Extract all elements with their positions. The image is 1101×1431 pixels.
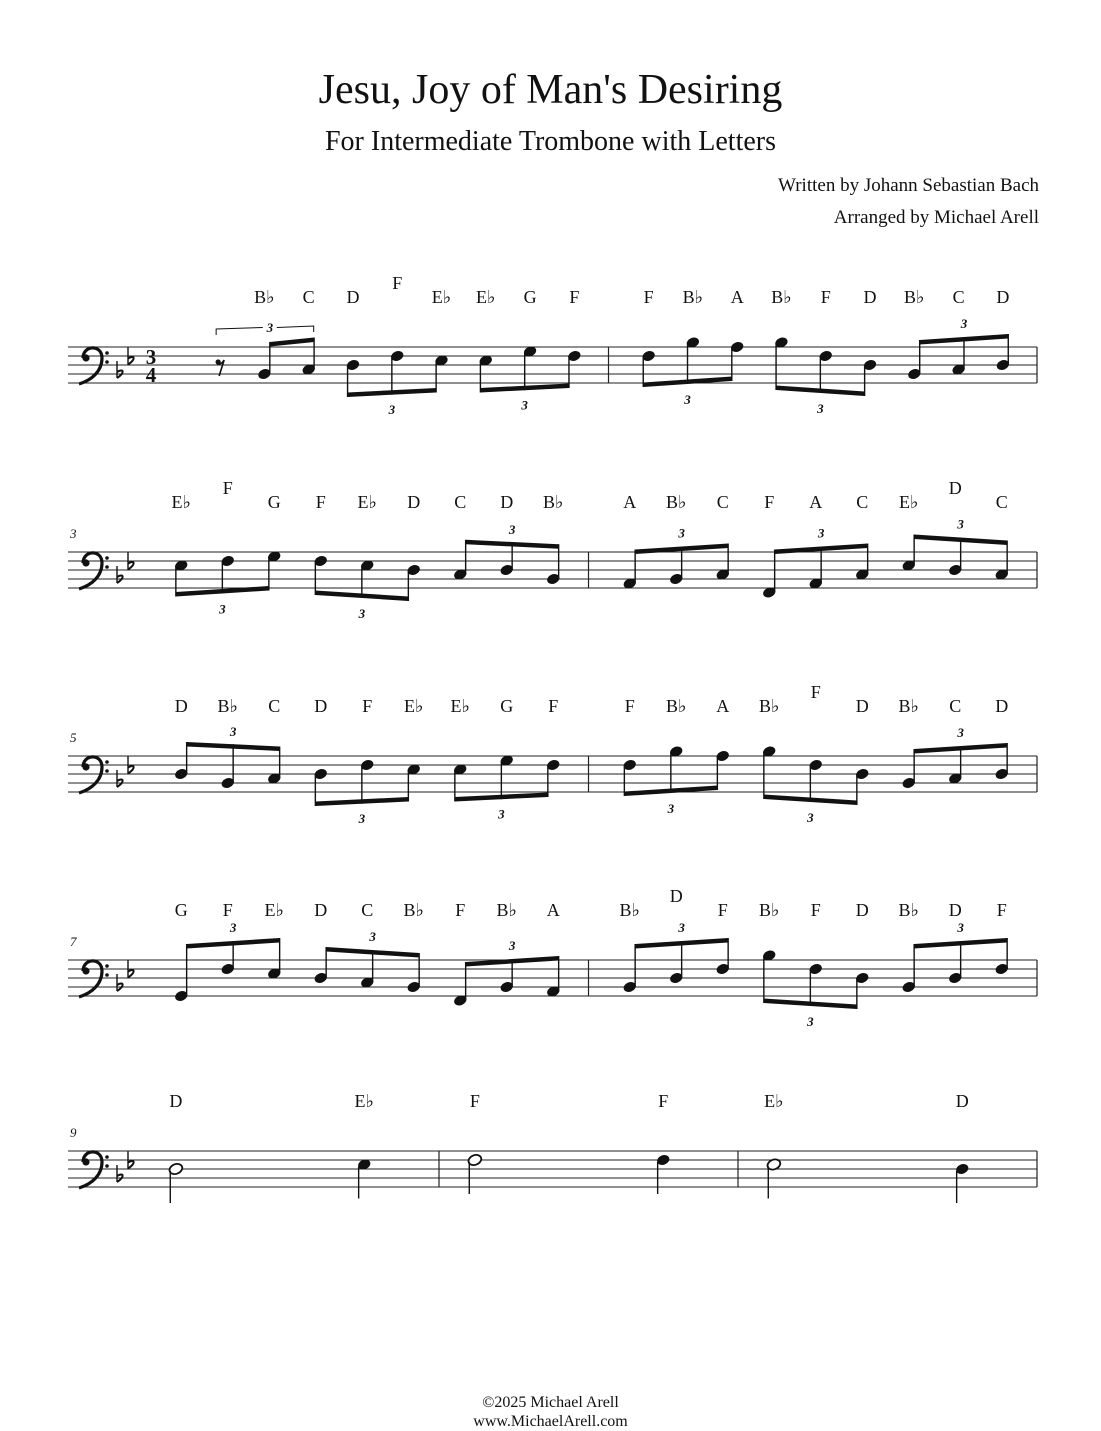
- note-letter: F: [362, 696, 373, 716]
- note-letter: E♭: [264, 900, 284, 920]
- note-letter: F: [222, 478, 233, 498]
- time-signature-top: 3: [145, 345, 157, 369]
- note-letter: C: [952, 287, 965, 307]
- tuplet-number: 3: [957, 920, 964, 935]
- page-subtitle: For Intermediate Trombone with Letters: [324, 126, 777, 157]
- composer-credit: Written by Johann Sebastian Bach: [778, 175, 1039, 196]
- note-letter: C: [361, 900, 374, 920]
- note-letter: F: [315, 492, 326, 512]
- time-signature-bottom: 4: [145, 363, 157, 387]
- flat-icon: [117, 1165, 123, 1182]
- tuplet-bracket: [216, 326, 314, 335]
- quarter-note: [656, 1154, 670, 1166]
- tuplet-number: 3: [807, 1014, 814, 1029]
- note-letter: D: [174, 696, 188, 716]
- flat-icon: [117, 770, 123, 787]
- note-letter: F: [764, 492, 775, 512]
- note-letter: F: [996, 900, 1007, 920]
- bass-clef-icon: [79, 757, 109, 793]
- note-letter: D: [995, 696, 1009, 716]
- note-letter: B♭: [904, 287, 925, 307]
- tuplet-number: 3: [358, 811, 366, 826]
- tuplet-number: 3: [817, 401, 824, 416]
- bass-clef-icon: [79, 1152, 109, 1188]
- note-letter: E♭: [171, 492, 191, 512]
- note-letter: B♭: [759, 900, 780, 920]
- note-letter: F: [810, 900, 821, 920]
- tuplet-number: 3: [807, 810, 814, 825]
- tuplet-number: 3: [684, 392, 691, 407]
- note-letter: F: [469, 1091, 480, 1111]
- note-letter: D: [855, 696, 869, 716]
- note-letter: B♭: [682, 287, 704, 307]
- note-letter: F: [658, 1091, 669, 1111]
- note-letter: E♭: [357, 492, 377, 512]
- note-letter: E♭: [476, 287, 496, 307]
- note-letter: D: [314, 696, 328, 716]
- note-letter: G: [174, 900, 188, 920]
- note-letter: A: [546, 900, 560, 920]
- note-letter: B♭: [771, 287, 792, 307]
- flat-icon: [117, 566, 123, 583]
- note-letter: F: [569, 287, 580, 307]
- note-letter: D: [500, 492, 514, 512]
- note-letter: B♭: [898, 900, 919, 920]
- note-letter: D: [955, 1091, 969, 1111]
- note-letter: E♭: [899, 492, 919, 512]
- note-letter: B♭: [759, 696, 780, 716]
- flat-icon: [117, 974, 123, 991]
- tuplet-number: 3: [388, 402, 396, 417]
- tuplet-number: 3: [358, 606, 366, 621]
- copyright-text: ©2025 Michael Arell: [482, 1394, 619, 1411]
- note-letter: E♭: [354, 1091, 374, 1111]
- note-letter: F: [624, 696, 635, 716]
- tuplet-number: 3: [957, 516, 964, 532]
- note-letter: F: [548, 696, 559, 716]
- note-letter: A: [730, 287, 744, 307]
- bass-clef-icon: [79, 348, 109, 384]
- tuplet-number: 3: [229, 920, 237, 935]
- note-letter: D: [855, 900, 869, 920]
- tuplet-number: 3: [957, 725, 964, 740]
- tuplet-number: 3: [678, 920, 685, 935]
- page-title: Jesu, Joy of Man's Desiring: [318, 67, 783, 113]
- note-letter: C: [268, 696, 281, 716]
- note-letter: A: [623, 492, 637, 512]
- note-letter: B♭: [898, 696, 919, 716]
- note-letter: E♭: [764, 1091, 784, 1111]
- bass-clef-icon: [79, 961, 109, 997]
- arranger-credit: Arranged by Michael Arell: [833, 207, 1039, 228]
- beam: [270, 338, 314, 347]
- note-letter: D: [669, 886, 683, 906]
- note-letter: F: [455, 900, 466, 920]
- note-letter: B♭: [403, 900, 424, 920]
- measure-number: 7: [70, 934, 77, 949]
- note-letter: C: [949, 696, 962, 716]
- note-letter: D: [407, 492, 421, 512]
- tuplet-number: 3: [817, 525, 825, 541]
- note-letter: D: [996, 287, 1010, 307]
- note-letter: B♭: [496, 900, 517, 920]
- note-letter: C: [716, 492, 729, 512]
- tuplet-number: 3: [508, 938, 516, 953]
- flat-icon: [117, 361, 123, 378]
- tuplet-number: 3: [219, 601, 226, 617]
- note-letter: D: [948, 478, 962, 498]
- tuplet-number: 3: [498, 806, 505, 822]
- tuplet-number: 3: [667, 801, 675, 816]
- note-letter: G: [500, 696, 514, 716]
- note-letter: F: [810, 682, 821, 702]
- tuplet-number: 3: [229, 724, 237, 739]
- note-letter: G: [523, 287, 537, 307]
- tuplet-number: 3: [266, 320, 274, 335]
- measure-number: 5: [70, 730, 77, 745]
- note-letter: D: [948, 900, 962, 920]
- note-letter: C: [302, 287, 315, 307]
- note-letter: F: [392, 273, 403, 293]
- tuplet-number: 3: [369, 929, 376, 944]
- tuplet-number: 3: [960, 316, 968, 331]
- note-letter: E♭: [431, 287, 452, 307]
- note-letter: B♭: [254, 287, 275, 307]
- tuplet-number: 3: [521, 397, 528, 413]
- note-letter: B♭: [666, 492, 687, 512]
- note-letter: F: [643, 287, 654, 307]
- website-link[interactable]: www.MichaelArell.com: [473, 1413, 628, 1430]
- note-letter: B♭: [543, 492, 564, 512]
- note-letter: G: [267, 492, 281, 512]
- note-letter: C: [454, 492, 467, 512]
- note-letter: D: [863, 287, 877, 307]
- note-letter: B♭: [217, 696, 238, 716]
- note-letter: D: [346, 287, 360, 307]
- note-letter: C: [856, 492, 869, 512]
- note-letter: C: [995, 492, 1008, 512]
- note-letter: F: [717, 900, 728, 920]
- note-letter: E♭: [450, 696, 470, 716]
- note-letter: B♭: [619, 900, 640, 920]
- note-letter: A: [809, 492, 823, 512]
- bass-clef-icon: [79, 553, 109, 589]
- tuplet-number: 3: [508, 521, 516, 537]
- quarter-note: [955, 1163, 969, 1175]
- measure-number: 3: [70, 526, 77, 541]
- note-letter: E♭: [404, 696, 424, 716]
- note-letter: A: [716, 696, 730, 716]
- note-letter: D: [169, 1091, 183, 1111]
- measure-number: 9: [70, 1125, 77, 1140]
- tuplet-number: 3: [678, 525, 685, 541]
- note-letter: F: [820, 287, 831, 307]
- note-letter: B♭: [666, 696, 687, 716]
- note-letter: D: [314, 900, 328, 920]
- note-letter: F: [222, 900, 233, 920]
